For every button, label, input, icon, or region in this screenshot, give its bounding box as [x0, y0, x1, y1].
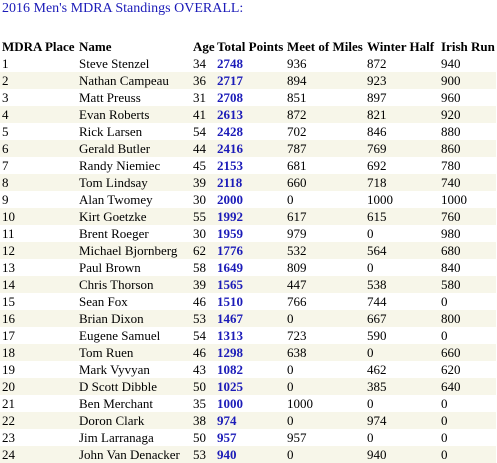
cell-winter-half: 821 [367, 106, 441, 123]
table-row [0, 123, 496, 140]
cell-irish-run: 980 [441, 226, 461, 241]
cell-total-points: 1649 [217, 260, 243, 275]
cell-name: Rick Larsen [79, 124, 143, 139]
cell-name: Matt Preuss [79, 90, 141, 105]
table-row [0, 157, 496, 174]
cell-name: Nathan Campeau [79, 72, 193, 89]
standings-table [0, 37, 496, 463]
cell-total-points: 1000 [217, 396, 243, 411]
col-header-irish-run: Irish Run [441, 38, 495, 54]
cell-winter-half: 0 [367, 260, 374, 275]
cell-irish-run: 740 [441, 174, 496, 191]
table-row [0, 293, 496, 310]
cell-winter-half: 0 [367, 344, 441, 361]
cell-winter-half: 718 [367, 174, 441, 191]
cell-irish-run: 760 [441, 208, 496, 225]
cell-name: Randy Niemiec [79, 158, 161, 173]
cell-name: Brent Roeger [79, 226, 149, 241]
cell-age: 39 [193, 276, 217, 293]
cell-irish-run: 960 [441, 90, 461, 105]
cell-winter-half: 872 [367, 56, 387, 71]
cell-age: 58 [193, 260, 206, 275]
cell-meet-of-miles: 0 [287, 446, 367, 463]
table-row [0, 327, 496, 344]
cell-total-points: 1313 [217, 328, 243, 343]
col-header-name: Name [79, 38, 112, 54]
cell-meet-of-miles: 894 [287, 72, 367, 89]
table-row [0, 208, 496, 225]
cell-age: 46 [193, 344, 217, 361]
cell-winter-half: 974 [367, 412, 441, 429]
cell-winter-half: 667 [367, 310, 441, 327]
cell-meet-of-miles: 0 [287, 362, 294, 377]
cell-meet-of-miles: 0 [287, 310, 367, 327]
cell-place: 21 [2, 396, 15, 411]
cell-meet-of-miles: 681 [287, 158, 307, 173]
table-row [0, 446, 496, 463]
col-header-meet-of-miles: Meet of Miles [287, 38, 363, 54]
table-row [0, 89, 496, 106]
cell-place: 17 [2, 328, 15, 343]
col-header-age: Age [193, 38, 215, 54]
cell-meet-of-miles: 0 [287, 412, 367, 429]
cell-irish-run: 0 [441, 328, 448, 343]
col-header-winter-half: Winter Half [367, 38, 435, 54]
cell-age: 30 [193, 226, 206, 241]
cell-meet-of-miles: 617 [287, 208, 367, 225]
cell-winter-half: 538 [367, 276, 441, 293]
cell-age: 53 [193, 446, 217, 463]
table-row [0, 191, 496, 208]
cell-winter-half: 846 [367, 124, 387, 139]
cell-total-points: 1467 [217, 310, 287, 327]
table-row [0, 310, 496, 327]
cell-place: 18 [0, 344, 79, 361]
cell-name: Gerald Butler [79, 140, 193, 157]
cell-place: 22 [0, 412, 79, 429]
cell-total-points: 1510 [217, 294, 243, 309]
cell-name: Jim Larranaga [79, 430, 154, 445]
cell-name: Paul Brown [79, 260, 141, 275]
cell-irish-run: 680 [441, 242, 496, 259]
cell-total-points: 2428 [217, 124, 243, 139]
cell-irish-run: 940 [441, 56, 461, 71]
cell-total-points: 2153 [217, 158, 243, 173]
cell-age: 41 [193, 106, 217, 123]
cell-age: 45 [193, 158, 206, 173]
table-row [0, 72, 496, 89]
cell-total-points: 1776 [217, 242, 287, 259]
cell-meet-of-miles: 809 [287, 260, 307, 275]
cell-irish-run: 0 [441, 294, 448, 309]
cell-winter-half: 615 [367, 208, 441, 225]
cell-place: 1 [2, 56, 9, 71]
cell-winter-half: 923 [367, 72, 441, 89]
cell-meet-of-miles: 851 [287, 90, 307, 105]
cell-meet-of-miles: 872 [287, 106, 367, 123]
cell-meet-of-miles: 979 [287, 226, 307, 241]
table-row [0, 225, 496, 242]
cell-total-points: 2000 [217, 192, 243, 207]
cell-irish-run: 1000 [441, 192, 467, 207]
cell-total-points: 2613 [217, 106, 287, 123]
cell-place: 8 [0, 174, 79, 191]
cell-place: 23 [2, 430, 15, 445]
cell-total-points: 2717 [217, 72, 287, 89]
cell-meet-of-miles: 660 [287, 174, 367, 191]
cell-irish-run: 0 [441, 412, 496, 429]
cell-place: 2 [0, 72, 79, 89]
table-row [0, 259, 496, 276]
cell-name: Evan Roberts [79, 106, 193, 123]
cell-age: 43 [193, 362, 206, 377]
cell-place: 14 [0, 276, 79, 293]
cell-winter-half: 0 [367, 396, 374, 411]
cell-place: 9 [2, 192, 9, 207]
cell-total-points: 1565 [217, 276, 287, 293]
cell-place: 12 [0, 242, 79, 259]
cell-name: Tom Ruen [79, 344, 193, 361]
cell-meet-of-miles: 447 [287, 276, 367, 293]
cell-winter-half: 692 [367, 158, 387, 173]
cell-irish-run: 580 [441, 276, 496, 293]
table-row [0, 174, 496, 191]
table-row [0, 429, 496, 446]
table-row [0, 106, 496, 123]
cell-age: 55 [193, 208, 217, 225]
table-row [0, 242, 496, 259]
cell-meet-of-miles: 936 [287, 56, 307, 71]
table-row [0, 55, 496, 72]
cell-place: 13 [2, 260, 15, 275]
cell-winter-half: 590 [367, 328, 387, 343]
cell-name: Ben Merchant [79, 396, 154, 411]
cell-meet-of-miles: 0 [287, 378, 367, 395]
cell-place: 15 [2, 294, 15, 309]
cell-winter-half: 0 [367, 430, 374, 445]
cell-name: Sean Fox [79, 294, 128, 309]
cell-irish-run: 900 [441, 72, 496, 89]
cell-age: 50 [193, 430, 206, 445]
cell-place: 19 [2, 362, 15, 377]
table-row [0, 395, 496, 412]
cell-name: Kirt Goetzke [79, 208, 193, 225]
cell-name: Michael Bjornberg [79, 242, 193, 259]
cell-irish-run: 660 [441, 344, 496, 361]
cell-name: Chris Thorson [79, 276, 193, 293]
cell-name: D Scott Dibble [79, 378, 193, 395]
table-row [0, 412, 496, 429]
cell-name: Doron Clark [79, 412, 193, 429]
cell-name: Eugene Samuel [79, 328, 161, 343]
cell-age: 31 [193, 90, 206, 105]
cell-meet-of-miles: 638 [287, 344, 367, 361]
cell-total-points: 940 [217, 446, 287, 463]
cell-place: 5 [2, 124, 9, 139]
cell-name: John Van Denacker [79, 446, 193, 463]
cell-place: 24 [0, 446, 79, 463]
table-row [0, 140, 496, 157]
cell-total-points: 1992 [217, 208, 287, 225]
cell-winter-half: 940 [367, 446, 441, 463]
cell-place: 20 [0, 378, 79, 395]
cell-age: 44 [193, 140, 217, 157]
cell-winter-half: 385 [367, 378, 441, 395]
cell-place: 16 [0, 310, 79, 327]
table-row [0, 378, 496, 395]
cell-irish-run: 800 [441, 310, 496, 327]
cell-meet-of-miles: 1000 [287, 396, 313, 411]
cell-winter-half: 897 [367, 90, 387, 105]
cell-place: 7 [2, 158, 9, 173]
cell-meet-of-miles: 532 [287, 242, 367, 259]
cell-winter-half: 769 [367, 140, 441, 157]
cell-winter-half: 564 [367, 242, 441, 259]
cell-irish-run: 780 [441, 158, 461, 173]
cell-age: 54 [193, 328, 206, 343]
col-header-total-points: Total Points [217, 38, 284, 54]
cell-total-points: 1298 [217, 344, 287, 361]
cell-total-points: 957 [217, 430, 237, 445]
cell-irish-run: 860 [441, 140, 496, 157]
cell-irish-run: 880 [441, 124, 461, 139]
cell-irish-run: 0 [441, 430, 448, 445]
cell-meet-of-miles: 787 [287, 140, 367, 157]
cell-age: 38 [193, 412, 217, 429]
cell-irish-run: 0 [441, 396, 448, 411]
cell-meet-of-miles: 0 [287, 192, 294, 207]
page-title: 2016 Men's MDRA Standings OVERALL: [2, 1, 244, 16]
cell-total-points: 2708 [217, 90, 243, 105]
cell-place: 3 [2, 90, 9, 105]
table-row [0, 276, 496, 293]
cell-age: 53 [193, 310, 217, 327]
cell-name: Mark Vyvyan [79, 362, 150, 377]
cell-age: 39 [193, 174, 217, 191]
cell-irish-run: 620 [441, 362, 461, 377]
table-row [0, 361, 496, 378]
cell-winter-half: 462 [367, 362, 387, 377]
cell-place: 4 [0, 106, 79, 123]
cell-total-points: 1959 [217, 226, 243, 241]
col-header-place: MDRA Place [2, 38, 75, 54]
cell-name: Alan Twomey [79, 192, 153, 207]
cell-age: 30 [193, 192, 206, 207]
cell-winter-half: 0 [367, 226, 374, 241]
cell-meet-of-miles: 766 [287, 294, 307, 309]
cell-age: 36 [193, 72, 217, 89]
cell-name: Tom Lindsay [79, 174, 193, 191]
cell-age: 62 [193, 242, 217, 259]
cell-meet-of-miles: 957 [287, 430, 307, 445]
cell-age: 50 [193, 378, 217, 395]
cell-age: 46 [193, 294, 206, 309]
table-row [0, 344, 496, 361]
cell-meet-of-miles: 702 [287, 124, 307, 139]
cell-total-points: 1025 [217, 378, 287, 395]
cell-age: 54 [193, 124, 206, 139]
cell-total-points: 974 [217, 412, 287, 429]
cell-place: 11 [2, 226, 15, 241]
cell-place: 6 [0, 140, 79, 157]
header-row [0, 37, 496, 55]
cell-age: 34 [193, 56, 206, 71]
cell-name: Brian Dixon [79, 310, 193, 327]
cell-total-points: 2748 [217, 56, 243, 71]
cell-winter-half: 1000 [367, 192, 393, 207]
cell-meet-of-miles: 723 [287, 328, 307, 343]
cell-total-points: 1082 [217, 362, 243, 377]
cell-age: 35 [193, 396, 206, 411]
cell-name: Steve Stenzel [79, 56, 150, 71]
cell-total-points: 2416 [217, 140, 287, 157]
cell-total-points: 2118 [217, 174, 287, 191]
cell-irish-run: 0 [441, 446, 496, 463]
cell-irish-run: 920 [441, 106, 496, 123]
cell-irish-run: 640 [441, 378, 496, 395]
cell-irish-run: 840 [441, 260, 461, 275]
cell-place: 10 [0, 208, 79, 225]
cell-winter-half: 744 [367, 294, 387, 309]
